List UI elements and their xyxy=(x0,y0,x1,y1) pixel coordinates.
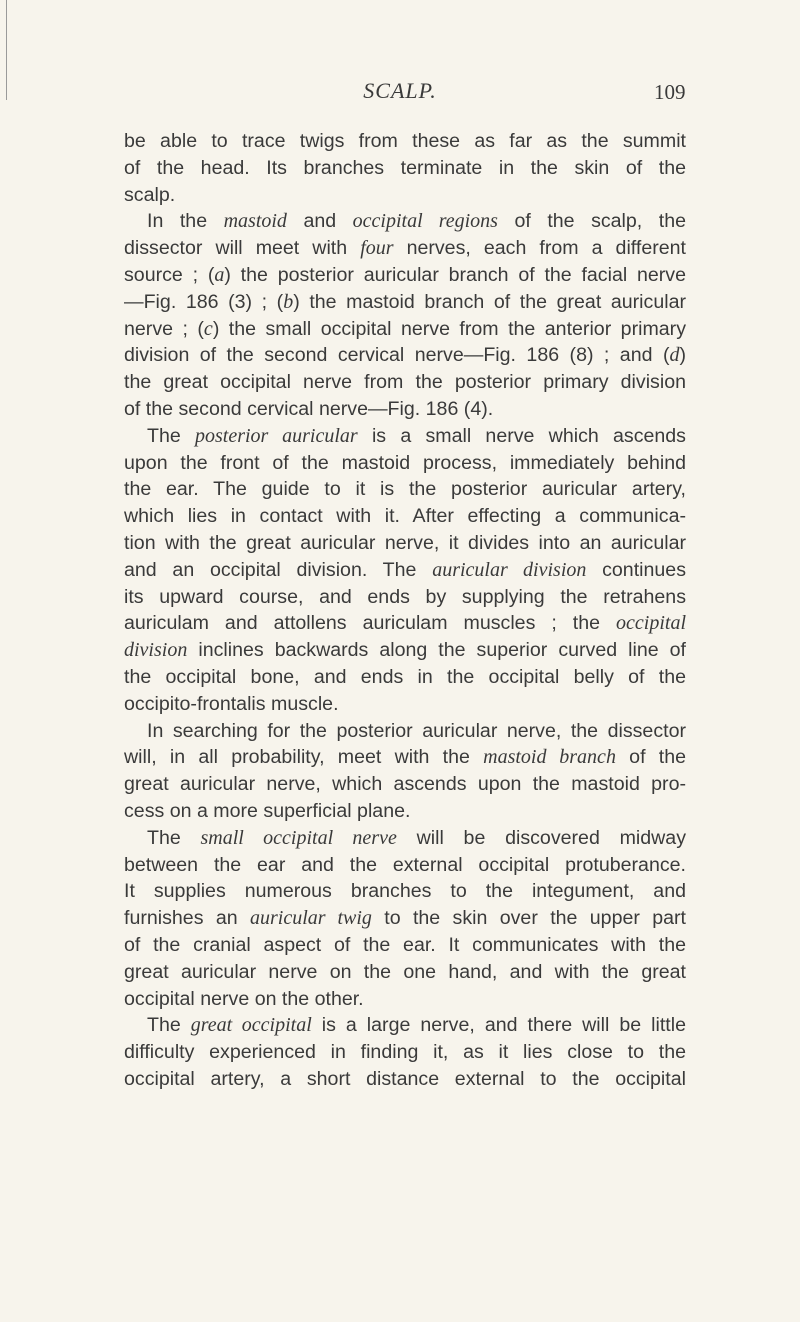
text-run: and xyxy=(286,210,353,233)
text-line xyxy=(124,316,686,343)
text-run: ) xyxy=(679,344,686,367)
text-line xyxy=(124,235,686,262)
text-line xyxy=(124,208,686,235)
text-line xyxy=(124,852,686,879)
text-line xyxy=(124,342,686,369)
text-line xyxy=(124,476,686,503)
text-run: the great occipital nerve from the posterior primary division xyxy=(124,371,686,394)
italic-term: occipital xyxy=(616,612,686,635)
text-run: of the second cervical nerve—Fig. 186 (4). xyxy=(124,397,494,420)
text-run: the ear. The guide to it is the posterior auricular artery, xyxy=(124,478,686,501)
italic-term: a xyxy=(214,263,225,286)
text-line xyxy=(124,771,686,798)
italic-term: mastoid xyxy=(223,210,287,233)
italic-term: four xyxy=(360,237,394,260)
text-run: source ; ( xyxy=(124,263,215,286)
text-run: In the xyxy=(147,210,224,233)
text-run: upon the front of the mastoid process, immediately behind xyxy=(124,451,686,474)
text-run: tion with the great auricular nerve, it divides into an auricular xyxy=(124,531,686,554)
italic-term: c xyxy=(203,317,213,340)
text-run: nerve ; ( xyxy=(124,317,204,340)
text-line xyxy=(124,905,686,932)
text-run: inclines backwards along the superior curved line of xyxy=(187,639,686,662)
italic-term: auricular twig xyxy=(250,907,372,930)
text-line xyxy=(124,396,686,423)
text-line xyxy=(124,878,686,905)
text-run: dissector will meet with xyxy=(124,237,361,260)
text-run: will be discovered midway xyxy=(396,826,687,849)
italic-term: auricular division xyxy=(432,558,587,581)
text-run: is a large nerve, and there will be little xyxy=(311,1014,686,1037)
italic-term: d xyxy=(669,344,680,367)
text-run: occipito-frontalis muscle. xyxy=(124,692,339,715)
text-line xyxy=(124,557,686,584)
text-run: division of the second cervical nerve—Fig. 186 (8) ; and ( xyxy=(124,344,670,367)
text-run: ) the small occipital nerve from the anterior primary xyxy=(212,317,686,340)
text-run: is a small nerve which ascends xyxy=(357,424,686,447)
text-run: and an occipital division. The xyxy=(124,558,433,581)
text-line xyxy=(124,1012,686,1039)
text-line xyxy=(124,155,686,182)
text-line xyxy=(124,798,686,825)
text-run: the occipital bone, and ends in the occipital belly of the xyxy=(124,665,686,688)
italic-term: small occipital nerve xyxy=(200,826,397,849)
text-run: scalp. xyxy=(124,183,176,206)
text-run: furnishes an xyxy=(124,907,250,930)
text-run: to the skin over the upper part xyxy=(371,907,687,930)
text-run: difficulty experienced in finding it, as it lies close to the xyxy=(124,1041,686,1064)
text-line xyxy=(124,450,686,477)
italic-term: division xyxy=(124,639,188,662)
text-line xyxy=(124,691,686,718)
text-run: will, in all probability, meet with the xyxy=(124,746,484,769)
text-run: of the scalp, the xyxy=(497,210,686,233)
text-line xyxy=(124,128,686,155)
text-run: ) the posterior auricular branch of the facial nerve xyxy=(224,263,687,286)
text-run: nerves, each from a different xyxy=(393,237,686,260)
text-line xyxy=(124,503,686,530)
text-run: continues xyxy=(586,558,686,581)
text-run: cess on a more superficial plane. xyxy=(124,799,411,822)
text-line xyxy=(124,825,686,852)
body-text xyxy=(124,128,686,1093)
text-line xyxy=(124,718,686,745)
text-run: of the head. Its branches terminate in the skin of the xyxy=(124,156,686,179)
text-run: occipital nerve on the other. xyxy=(124,987,364,1010)
text-run: In searching for the posterior auricular nerve, the dissector xyxy=(147,719,686,742)
running-title: SCALP. xyxy=(363,78,437,103)
text-run: —Fig. 186 (3) ; ( xyxy=(124,290,284,313)
text-run: be able to trace twigs from these as far as the summit xyxy=(124,130,686,152)
italic-term: posterior auricular xyxy=(195,424,358,447)
text-line xyxy=(124,262,686,289)
text-run: auriculam and attollens auriculam muscles ; the xyxy=(124,612,617,635)
text-line xyxy=(124,959,686,986)
text-run: great auricular nerve on the one hand, and with the great xyxy=(124,960,686,983)
text-line xyxy=(124,423,686,450)
text-run: of the xyxy=(615,746,686,769)
text-line xyxy=(124,637,686,664)
text-run: between the ear and the external occipital protuberance. xyxy=(124,853,686,876)
italic-term: b xyxy=(283,290,294,313)
text-line xyxy=(124,530,686,557)
page-number: 109 xyxy=(654,80,686,104)
text-line xyxy=(124,744,686,771)
text-run: of the cranial aspect of the ear. It communicates with the xyxy=(124,933,686,956)
text-line xyxy=(124,932,686,959)
text-run: The xyxy=(147,826,201,849)
text-line xyxy=(124,610,686,637)
text-run: It supplies numerous branches to the integument, and xyxy=(124,880,686,903)
text-run: occipital artery, a short distance external to the occipital xyxy=(124,1067,686,1090)
text-line xyxy=(124,1066,686,1093)
text-run: The xyxy=(147,1014,191,1037)
text-run: The xyxy=(147,424,195,447)
italic-term: great occipital xyxy=(190,1014,312,1037)
text-line xyxy=(124,986,686,1013)
text-line xyxy=(124,182,686,209)
text-line xyxy=(124,369,686,396)
text-run: ) the mastoid branch of the great auricular xyxy=(293,290,686,313)
italic-term: occipital regions xyxy=(352,210,498,233)
text-run: which lies in contact with it. After effecting a communica- xyxy=(124,505,686,528)
text-line xyxy=(124,1039,686,1066)
italic-term: mastoid branch xyxy=(483,746,616,769)
text-line xyxy=(124,289,686,316)
text-line xyxy=(124,664,686,691)
text-run: its upward course, and ends by supplying the retrahens xyxy=(124,585,686,608)
text-line xyxy=(124,584,686,611)
text-run: great auricular nerve, which ascends upon the mastoid pro- xyxy=(124,773,686,796)
